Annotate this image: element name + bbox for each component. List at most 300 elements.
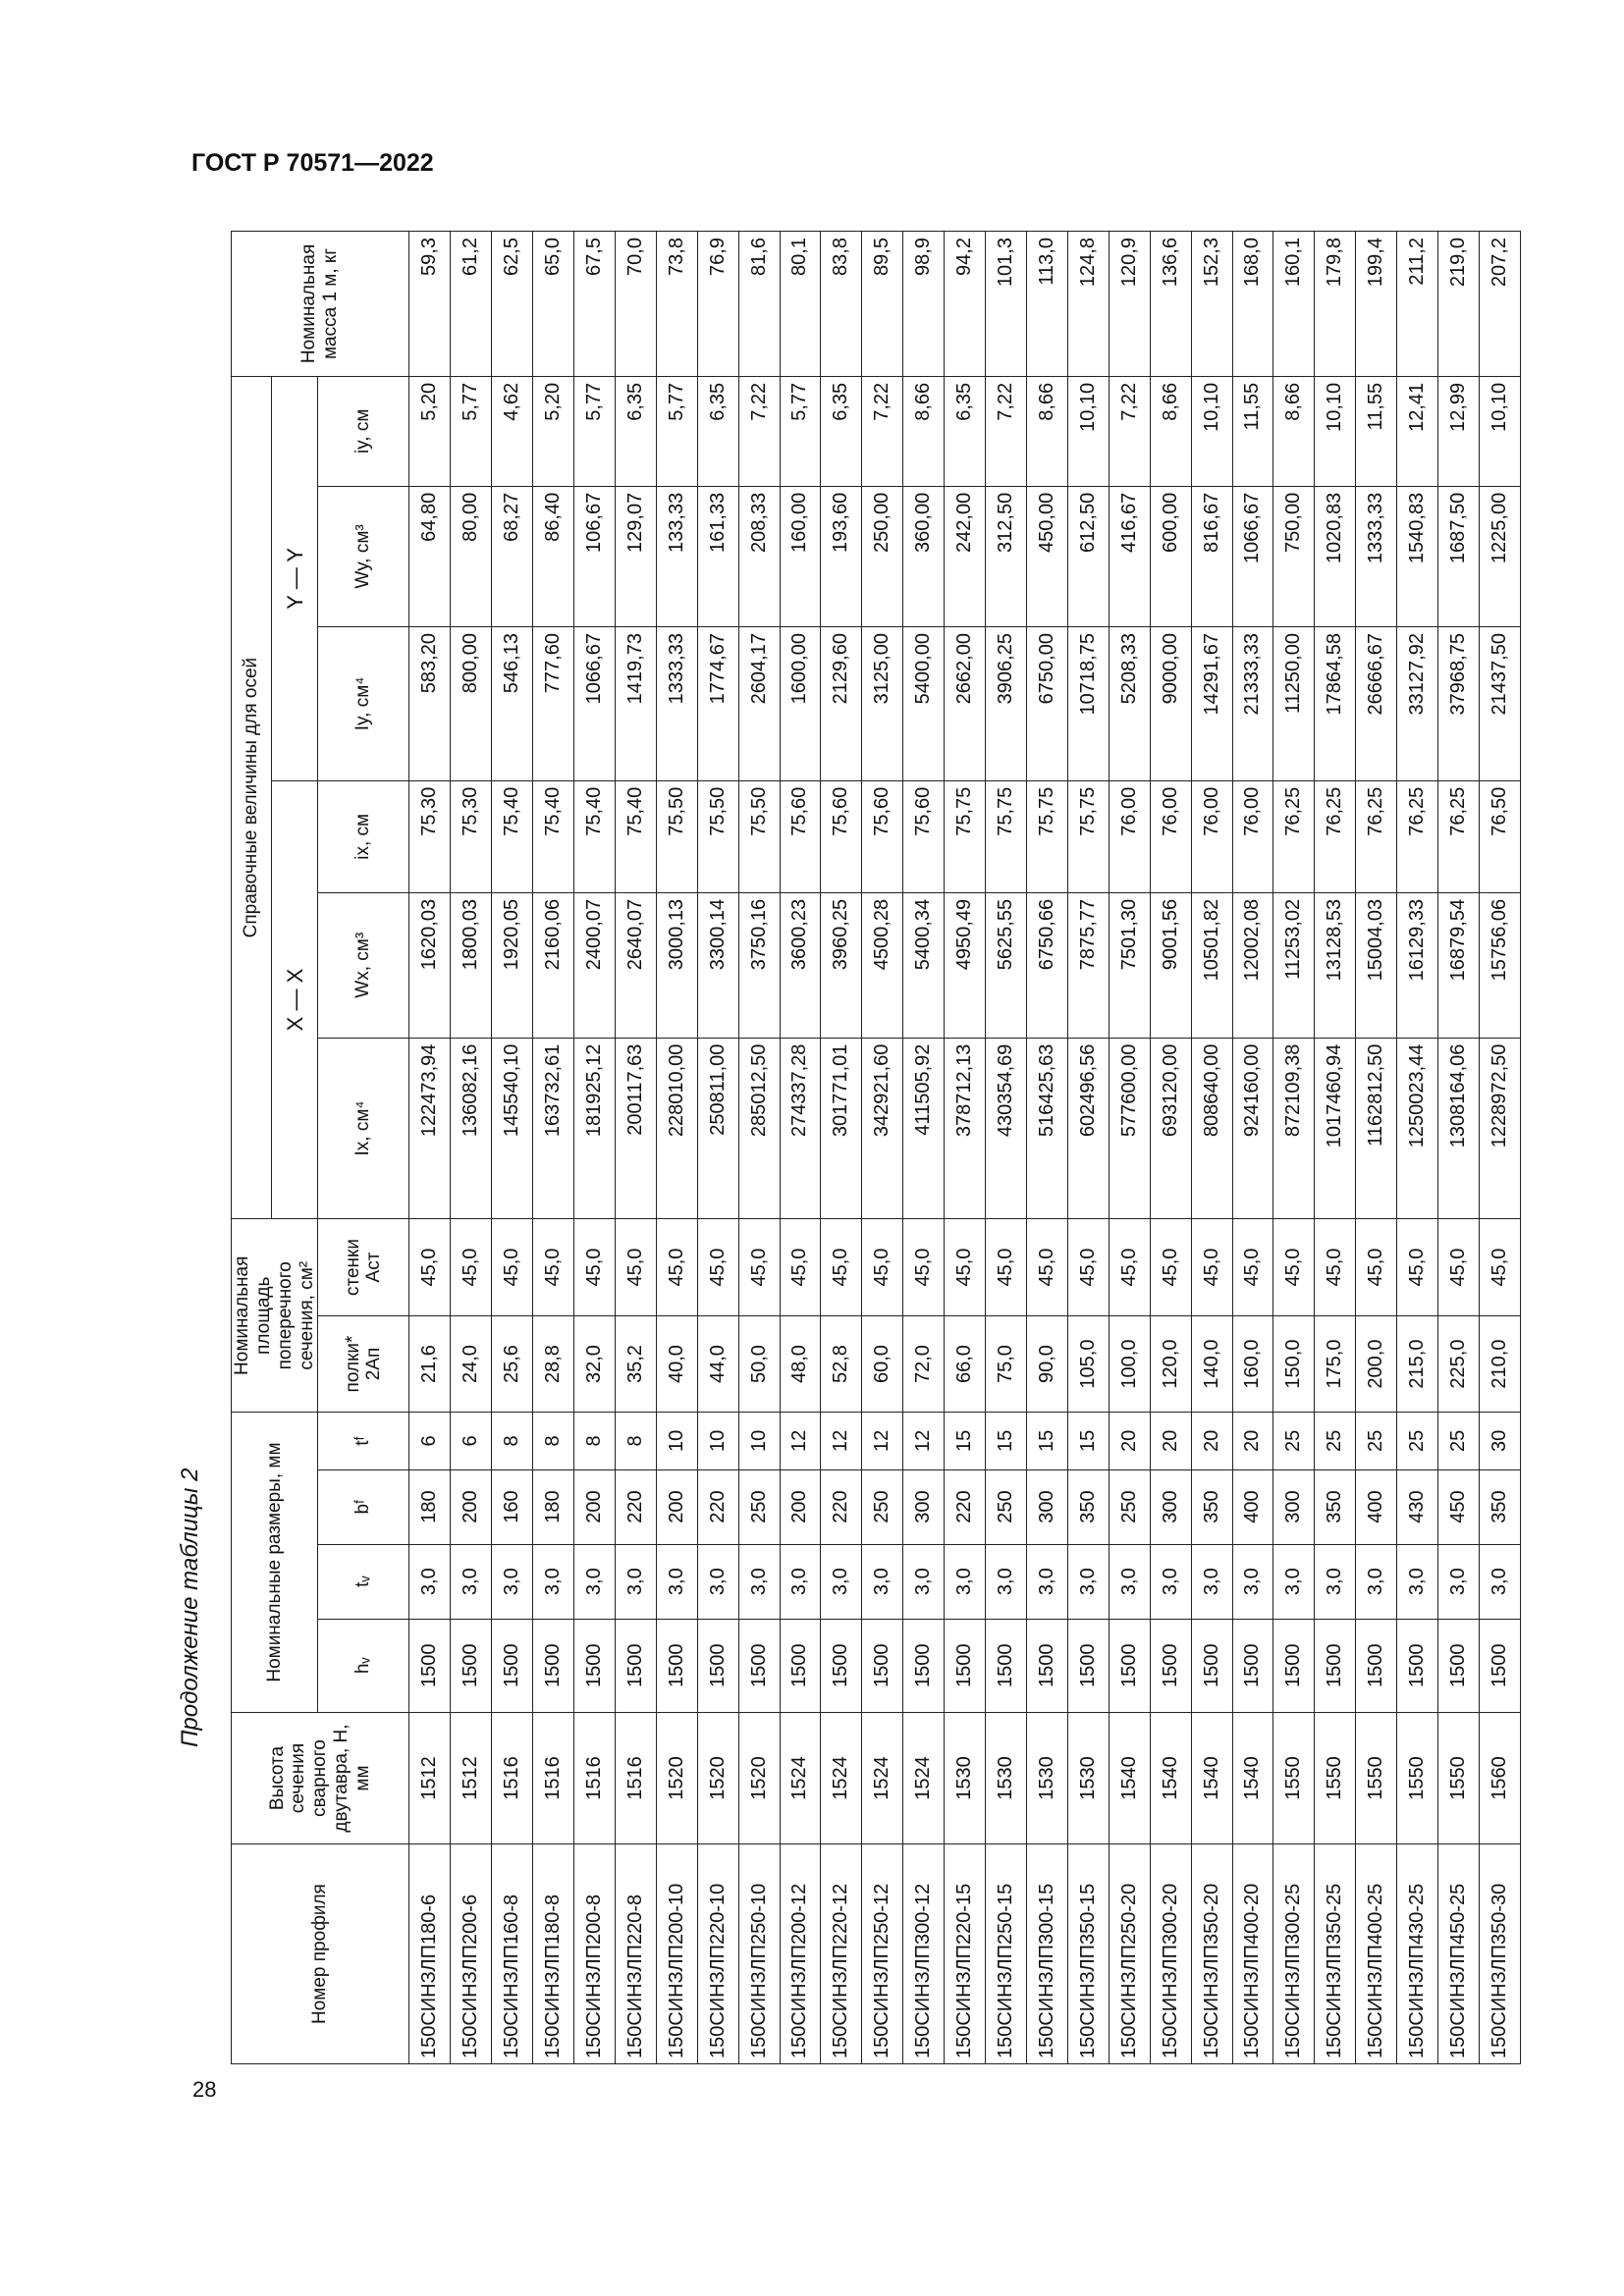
cell-section-height: 1560: [1479, 1712, 1520, 1843]
cell-wx: 16879,54: [1438, 892, 1480, 1038]
cell-web-area: 45,0: [821, 1219, 862, 1315]
cell-radius-y: 8,66: [1273, 376, 1315, 486]
cell-radius-x: 75,40: [615, 780, 656, 892]
cell-wx: 10501,82: [1191, 892, 1232, 1038]
cell-bf: 180: [409, 1469, 451, 1544]
cell-tf: 10: [656, 1413, 697, 1469]
table-row: [656, 232, 697, 2064]
cell-profile-number: 150СИНЗЛП250-20: [1109, 1844, 1150, 2064]
cell-radius-x: 75,60: [862, 780, 903, 892]
cell-iy: 2129,60: [821, 627, 862, 781]
cell-radius-y: 7,22: [738, 376, 780, 486]
cell-web-area: 45,0: [738, 1219, 780, 1315]
col-header-tf: tᶠ: [318, 1413, 409, 1469]
cell-profile-number: 150СИНЗЛП200-10: [656, 1844, 697, 2064]
cell-mass: 83,8: [821, 232, 862, 377]
cell-flange-area: 60,0: [862, 1315, 903, 1412]
cell-section-height: 1516: [533, 1712, 574, 1843]
table-row: [1026, 232, 1067, 2064]
cell-tw: 3,0: [903, 1544, 945, 1619]
cell-iy: 17864,58: [1315, 627, 1356, 781]
cell-profile-number: 150СИНЗЛП220-8: [615, 1844, 656, 2064]
table-row: [574, 232, 616, 2064]
cell-radius-x: 76,25: [1356, 780, 1397, 892]
cell-hw: 1500: [1232, 1619, 1273, 1712]
cell-flange-area: 150,0: [1273, 1315, 1315, 1412]
cell-ix: 602496,56: [1067, 1038, 1109, 1219]
cell-hw: 1500: [780, 1619, 821, 1712]
cell-flange-area: 72,0: [903, 1315, 945, 1412]
cell-ix: 411505,92: [903, 1038, 945, 1219]
cell-hw: 1500: [1273, 1619, 1315, 1712]
cell-wx: 1920,05: [492, 892, 533, 1038]
cell-web-area: 45,0: [945, 1219, 986, 1315]
cell-iy: 21437,50: [1479, 627, 1520, 781]
cell-flange-area: 120,0: [1150, 1315, 1191, 1412]
cell-radius-y: 10,10: [1191, 376, 1232, 486]
cell-profile-number: 150СИНЗЛП450-25: [1438, 1844, 1480, 2064]
cell-profile-number: 150СИНЗЛП180-8: [533, 1844, 574, 2064]
cell-bf: 200: [574, 1469, 616, 1544]
cell-mass: 136,6: [1150, 232, 1191, 377]
cell-radius-y: 6,35: [821, 376, 862, 486]
table-row: [1397, 232, 1438, 2064]
cell-hw: 1500: [1479, 1619, 1520, 1712]
cell-bf: 350: [1191, 1469, 1232, 1544]
cell-ix: 1308164,06: [1438, 1038, 1480, 1219]
cell-wy: 1066,67: [1232, 486, 1273, 626]
cell-radius-x: 75,60: [780, 780, 821, 892]
cell-wx: 1800,03: [451, 892, 492, 1038]
cell-hw: 1500: [656, 1619, 697, 1712]
cell-iy: 1333,33: [656, 627, 697, 781]
cell-profile-number: 150СИНЗЛП300-15: [1026, 1844, 1067, 2064]
cell-profile-number: 150СИНЗЛП250-15: [986, 1844, 1027, 2064]
col-header-iy: Iy, см⁴: [318, 627, 409, 781]
cell-ix: 1017460,94: [1315, 1038, 1356, 1219]
cell-hw: 1500: [492, 1619, 533, 1712]
cell-bf: 350: [1315, 1469, 1356, 1544]
cell-wx: 2400,07: [574, 892, 616, 1038]
cell-ix: 274337,28: [780, 1038, 821, 1219]
table-row: [945, 232, 986, 2064]
page-number: 28: [192, 2077, 217, 2102]
cell-web-area: 45,0: [862, 1219, 903, 1315]
cell-tf: 15: [1067, 1413, 1109, 1469]
cell-section-height: 1530: [1026, 1712, 1067, 1843]
cell-tw: 3,0: [945, 1544, 986, 1619]
cell-iy: 10718,75: [1067, 627, 1109, 781]
cell-tf: 12: [821, 1413, 862, 1469]
cell-radius-y: 12,41: [1397, 376, 1438, 486]
cell-radius-y: 10,10: [1067, 376, 1109, 486]
group-header-reference: Справочные величины для осей: [232, 376, 272, 1218]
cell-web-area: 45,0: [780, 1219, 821, 1315]
cell-section-height: 1540: [1232, 1712, 1273, 1843]
table-row: [1109, 232, 1150, 2064]
cell-bf: 400: [1356, 1469, 1397, 1544]
cell-section-height: 1524: [780, 1712, 821, 1843]
cell-hw: 1500: [862, 1619, 903, 1712]
cell-iy: 6750,00: [1026, 627, 1067, 781]
cell-bf: 450: [1438, 1469, 1480, 1544]
cell-hw: 1500: [1109, 1619, 1150, 1712]
cell-profile-number: 150СИНЗЛП200-12: [780, 1844, 821, 2064]
rotated-table-frame: [231, 231, 1511, 2064]
cell-radius-x: 75,75: [986, 780, 1027, 892]
cell-mass: 62,5: [492, 232, 533, 377]
cell-profile-number: 150СИНЗЛП350-15: [1067, 1844, 1109, 2064]
cell-bf: 220: [615, 1469, 656, 1544]
cell-tf: 8: [492, 1413, 533, 1469]
cell-wx: 13128,53: [1315, 892, 1356, 1038]
cell-tw: 3,0: [492, 1544, 533, 1619]
cell-section-height: 1550: [1315, 1712, 1356, 1843]
table-row: [1273, 232, 1315, 2064]
cell-hw: 1500: [945, 1619, 986, 1712]
cell-radius-y: 6,35: [615, 376, 656, 486]
cell-wy: 68,27: [492, 486, 533, 626]
cell-mass: 207,2: [1479, 232, 1520, 377]
cell-mass: 59,3: [409, 232, 451, 377]
cell-profile-number: 150СИНЗЛП430-25: [1397, 1844, 1438, 2064]
cell-tf: 8: [574, 1413, 616, 1469]
cell-section-height: 1530: [1067, 1712, 1109, 1843]
cell-wy: 600,00: [1150, 486, 1191, 626]
cell-bf: 300: [1273, 1469, 1315, 1544]
cell-radius-x: 75,60: [821, 780, 862, 892]
cell-section-height: 1524: [821, 1712, 862, 1843]
cell-mass: 89,5: [862, 232, 903, 377]
cell-flange-area: 100,0: [1109, 1315, 1150, 1412]
cell-wx: 12002,08: [1232, 892, 1273, 1038]
cell-mass: 70,0: [615, 232, 656, 377]
cell-wy: 250,00: [862, 486, 903, 626]
axis-header-y: Y — Y: [272, 376, 318, 780]
cell-section-height: 1516: [574, 1712, 616, 1843]
cell-wy: 1225,00: [1479, 486, 1520, 626]
cell-bf: 250: [738, 1469, 780, 1544]
cell-radius-y: 5,77: [656, 376, 697, 486]
cell-iy: 1066,67: [574, 627, 616, 781]
cell-hw: 1500: [697, 1619, 738, 1712]
cell-hw: 1500: [451, 1619, 492, 1712]
cell-radius-y: 11,55: [1356, 376, 1397, 486]
cell-wx: 5625,55: [986, 892, 1027, 1038]
cell-ix: 250811,00: [697, 1038, 738, 1219]
cell-mass: 98,9: [903, 232, 945, 377]
cell-flange-area: 44,0: [697, 1315, 738, 1412]
cell-wx: 3750,16: [738, 892, 780, 1038]
cell-profile-number: 150СИНЗЛП200-8: [574, 1844, 616, 2064]
cell-radius-y: 6,35: [697, 376, 738, 486]
cell-profile-number: 150СИНЗЛП350-25: [1315, 1844, 1356, 2064]
cell-iy: 1774,67: [697, 627, 738, 781]
cell-ix: 516425,63: [1026, 1038, 1067, 1219]
cell-web-area: 45,0: [656, 1219, 697, 1315]
cell-bf: 220: [697, 1469, 738, 1544]
cell-section-height: 1512: [409, 1712, 451, 1843]
cell-profile-number: 150СИНЗЛП300-20: [1150, 1844, 1191, 2064]
cell-tw: 3,0: [615, 1544, 656, 1619]
cell-tf: 25: [1397, 1413, 1438, 1469]
cell-wy: 1333,33: [1356, 486, 1397, 626]
cell-ix: 1228972,50: [1479, 1038, 1520, 1219]
cell-tf: 20: [1232, 1413, 1273, 1469]
table-row: [1067, 232, 1109, 2064]
cell-hw: 1500: [409, 1619, 451, 1712]
table-row: [738, 232, 780, 2064]
cell-radius-y: 6,35: [945, 376, 986, 486]
cell-iy: 800,00: [451, 627, 492, 781]
cell-mass: 152,3: [1191, 232, 1232, 377]
cell-section-height: 1530: [986, 1712, 1027, 1843]
cell-wx: 3300,14: [697, 892, 738, 1038]
cell-radius-y: 10,10: [1315, 376, 1356, 486]
cell-profile-number: 150СИНЗЛП400-20: [1232, 1844, 1273, 2064]
cell-profile-number: 150СИНЗЛП350-20: [1191, 1844, 1232, 2064]
cell-iy: 2604,17: [738, 627, 780, 781]
cell-web-area: 45,0: [492, 1219, 533, 1315]
table-row: [1479, 232, 1520, 2064]
cell-wx: 4500,28: [862, 892, 903, 1038]
cell-radius-y: 5,20: [533, 376, 574, 486]
profile-table: [231, 231, 1521, 2064]
cell-tf: 25: [1438, 1413, 1480, 1469]
cell-wx: 11253,02: [1273, 892, 1315, 1038]
cell-tf: 20: [1150, 1413, 1191, 1469]
cell-wy: 450,00: [1026, 486, 1067, 626]
cell-hw: 1500: [1191, 1619, 1232, 1712]
cell-profile-number: 150СИНЗЛП300-12: [903, 1844, 945, 2064]
cell-iy: 37968,75: [1438, 627, 1480, 781]
col-header-flanges-area: полки* 2Aп: [318, 1315, 409, 1412]
cell-profile-number: 150СИНЗЛП180-6: [409, 1844, 451, 2064]
cell-radius-x: 75,75: [1067, 780, 1109, 892]
table-row: [533, 232, 574, 2064]
cell-flange-area: 21,6: [409, 1315, 451, 1412]
cell-profile-number: 150СИНЗЛП350-30: [1479, 1844, 1520, 2064]
cell-section-height: 1524: [903, 1712, 945, 1843]
cell-radius-y: 5,77: [780, 376, 821, 486]
cell-ix: 577600,00: [1109, 1038, 1150, 1219]
cell-mass: 199,4: [1356, 232, 1397, 377]
cell-radius-x: 75,50: [656, 780, 697, 892]
cell-web-area: 45,0: [1026, 1219, 1067, 1315]
cell-wy: 64,80: [409, 486, 451, 626]
cell-section-height: 1516: [615, 1712, 656, 1843]
cell-tw: 3,0: [451, 1544, 492, 1619]
cell-bf: 180: [533, 1469, 574, 1544]
cell-bf: 430: [1397, 1469, 1438, 1544]
cell-tf: 6: [451, 1413, 492, 1469]
cell-tw: 3,0: [1026, 1544, 1067, 1619]
cell-tf: 25: [1315, 1413, 1356, 1469]
cell-web-area: 45,0: [615, 1219, 656, 1315]
cell-flange-area: 35,2: [615, 1315, 656, 1412]
cell-web-area: 45,0: [574, 1219, 616, 1315]
col-header-height: Высота сечения сварного двутавра, H, мм: [232, 1712, 409, 1843]
cell-wx: 16129,33: [1397, 892, 1438, 1038]
cell-ix: 808640,00: [1191, 1038, 1232, 1219]
cell-tw: 3,0: [1356, 1544, 1397, 1619]
cell-wx: 6750,66: [1026, 892, 1067, 1038]
cell-mass: 211,2: [1397, 232, 1438, 377]
cell-flange-area: 210,0: [1479, 1315, 1520, 1412]
cell-ix: 181925,12: [574, 1038, 616, 1219]
cell-wy: 1020,83: [1315, 486, 1356, 626]
cell-wy: 193,60: [821, 486, 862, 626]
cell-web-area: 45,0: [1067, 1219, 1109, 1315]
cell-flange-area: 24,0: [451, 1315, 492, 1412]
cell-tw: 3,0: [1479, 1544, 1520, 1619]
cell-ix: 693120,00: [1150, 1038, 1191, 1219]
cell-wy: 242,00: [945, 486, 986, 626]
cell-hw: 1500: [1026, 1619, 1067, 1712]
col-header-hw: hᵥ: [318, 1619, 409, 1712]
cell-section-height: 1516: [492, 1712, 533, 1843]
cell-radius-x: 75,40: [533, 780, 574, 892]
cell-tf: 12: [780, 1413, 821, 1469]
cell-ix: 145540,10: [492, 1038, 533, 1219]
cell-radius-x: 76,25: [1315, 780, 1356, 892]
cell-flange-area: 75,0: [986, 1315, 1027, 1412]
cell-iy: 11250,00: [1273, 627, 1315, 781]
cell-tw: 3,0: [821, 1544, 862, 1619]
cell-wx: 4950,49: [945, 892, 986, 1038]
cell-mass: 179,8: [1315, 232, 1356, 377]
cell-wy: 360,00: [903, 486, 945, 626]
cell-section-height: 1530: [945, 1712, 986, 1843]
cell-bf: 300: [1026, 1469, 1067, 1544]
cell-radius-x: 76,25: [1273, 780, 1315, 892]
cell-radius-y: 11,55: [1232, 376, 1273, 486]
cell-radius-x: 75,75: [945, 780, 986, 892]
cell-flange-area: 225,0: [1438, 1315, 1480, 1412]
col-header-tw: tᵥ: [318, 1544, 409, 1619]
table-row: [780, 232, 821, 2064]
cell-tw: 3,0: [697, 1544, 738, 1619]
cell-mass: 219,0: [1438, 232, 1480, 377]
cell-radius-x: 76,00: [1109, 780, 1150, 892]
cell-flange-area: 28,8: [533, 1315, 574, 1412]
cell-section-height: 1550: [1397, 1712, 1438, 1843]
cell-wy: 208,33: [738, 486, 780, 626]
cell-web-area: 45,0: [1150, 1219, 1191, 1315]
cell-bf: 250: [1109, 1469, 1150, 1544]
cell-tf: 25: [1356, 1413, 1397, 1469]
cell-radius-y: 5,77: [451, 376, 492, 486]
cell-tf: 15: [945, 1413, 986, 1469]
table-row: [451, 232, 492, 2064]
cell-web-area: 45,0: [903, 1219, 945, 1315]
col-header-wx: Wx, см³: [318, 892, 409, 1038]
cell-mass: 65,0: [533, 232, 574, 377]
cell-mass: 73,8: [656, 232, 697, 377]
table-row: [821, 232, 862, 2064]
cell-hw: 1500: [986, 1619, 1027, 1712]
axis-header-x: X — X: [272, 780, 318, 1219]
cell-radius-y: 8,66: [903, 376, 945, 486]
table-row: [1150, 232, 1191, 2064]
cell-web-area: 45,0: [409, 1219, 451, 1315]
cell-tw: 3,0: [656, 1544, 697, 1619]
cell-web-area: 45,0: [1109, 1219, 1150, 1315]
cell-iy: 5400,00: [903, 627, 945, 781]
cell-radius-y: 5,77: [574, 376, 616, 486]
cell-mass: 61,2: [451, 232, 492, 377]
cell-iy: 546,13: [492, 627, 533, 781]
table-continuation-label: Продолжение таблицы 2: [177, 1468, 203, 1747]
cell-ix: 378712,13: [945, 1038, 986, 1219]
cell-iy: 2662,00: [945, 627, 986, 781]
cell-flange-area: 40,0: [656, 1315, 697, 1412]
table-row: [1438, 232, 1480, 2064]
cell-iy: 26666,67: [1356, 627, 1397, 781]
cell-bf: 220: [945, 1469, 986, 1544]
table-row: [862, 232, 903, 2064]
cell-bf: 350: [1067, 1469, 1109, 1544]
table-row: [986, 232, 1027, 2064]
cell-radius-y: 10,10: [1479, 376, 1520, 486]
cell-hw: 1500: [574, 1619, 616, 1712]
cell-wy: 160,00: [780, 486, 821, 626]
cell-iy: 9000,00: [1150, 627, 1191, 781]
table-row: [903, 232, 945, 2064]
cell-bf: 220: [821, 1469, 862, 1544]
cell-web-area: 45,0: [1232, 1219, 1273, 1315]
cell-tw: 3,0: [409, 1544, 451, 1619]
cell-radius-y: 7,22: [1109, 376, 1150, 486]
cell-mass: 113,0: [1026, 232, 1067, 377]
cell-tw: 3,0: [1150, 1544, 1191, 1619]
cell-radius-x: 76,50: [1479, 780, 1520, 892]
cell-flange-area: 140,0: [1191, 1315, 1232, 1412]
cell-profile-number: 150СИНЗЛП200-6: [451, 1844, 492, 2064]
cell-iy: 3125,00: [862, 627, 903, 781]
cell-web-area: 45,0: [1273, 1219, 1315, 1315]
cell-ix: 872109,38: [1273, 1038, 1315, 1219]
cell-section-height: 1540: [1109, 1712, 1150, 1843]
cell-section-height: 1550: [1438, 1712, 1480, 1843]
cell-mass: 168,0: [1232, 232, 1273, 377]
cell-mass: 81,6: [738, 232, 780, 377]
cell-hw: 1500: [821, 1619, 862, 1712]
cell-mass: 101,3: [986, 232, 1027, 377]
cell-mass: 94,2: [945, 232, 986, 377]
cell-ix: 285012,50: [738, 1038, 780, 1219]
cell-mass: 67,5: [574, 232, 616, 377]
cell-tw: 3,0: [780, 1544, 821, 1619]
cell-section-height: 1524: [862, 1712, 903, 1843]
cell-wy: 1687,50: [1438, 486, 1480, 626]
cell-profile-number: 150СИНЗЛП300-25: [1273, 1844, 1315, 2064]
cell-tw: 3,0: [738, 1544, 780, 1619]
cell-mass: 120,9: [1109, 232, 1150, 377]
cell-wx: 1620,03: [409, 892, 451, 1038]
cell-radius-y: 5,20: [409, 376, 451, 486]
cell-flange-area: 48,0: [780, 1315, 821, 1412]
cell-radius-x: 76,25: [1397, 780, 1438, 892]
cell-tw: 3,0: [1397, 1544, 1438, 1619]
cell-ix: 1250023,44: [1397, 1038, 1438, 1219]
cell-flange-area: 215,0: [1397, 1315, 1438, 1412]
table-row: [409, 232, 451, 2064]
cell-ix: 301771,01: [821, 1038, 862, 1219]
cell-flange-area: 66,0: [945, 1315, 986, 1412]
cell-profile-number: 150СИНЗЛП220-10: [697, 1844, 738, 2064]
cell-radius-x: 75,30: [409, 780, 451, 892]
